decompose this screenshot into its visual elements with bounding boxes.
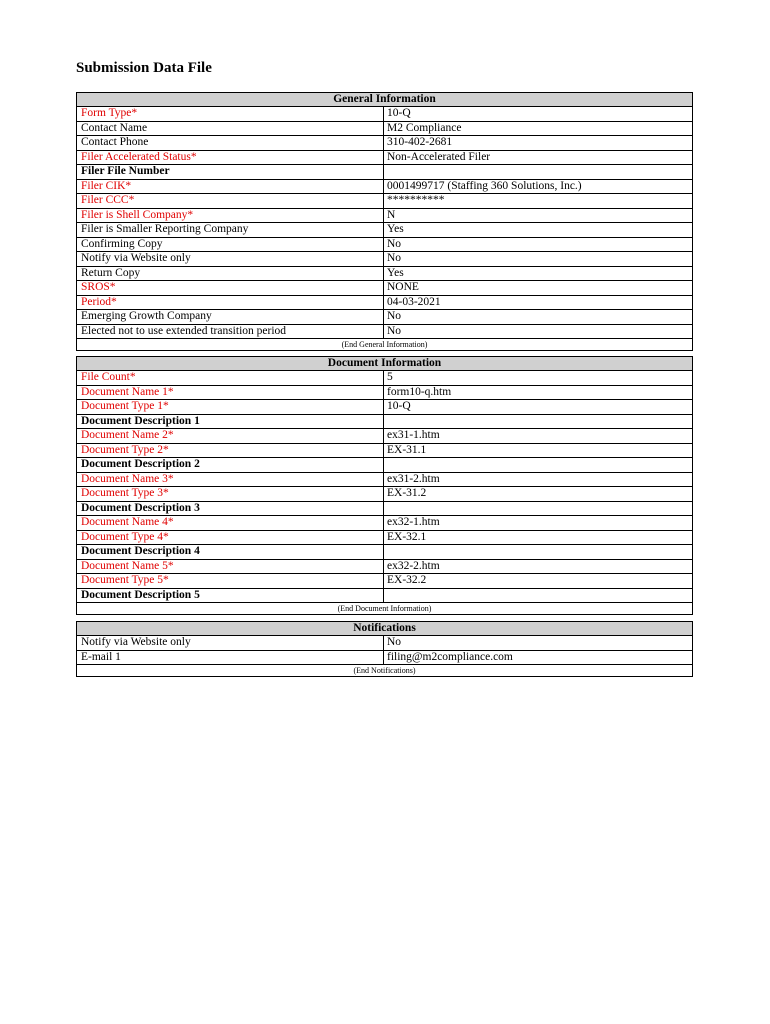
field-label: Filer File Number bbox=[77, 165, 384, 179]
field-label: Notify via Website only bbox=[77, 636, 384, 650]
field-label: Document Name 4* bbox=[77, 516, 384, 530]
field-value: N bbox=[387, 208, 396, 221]
table-row bbox=[77, 429, 692, 444]
field-value: NONE bbox=[387, 281, 419, 293]
section-end-note: (End Document Information) bbox=[337, 604, 432, 613]
field-label: Elected not to use extended transition period bbox=[77, 325, 384, 339]
field-value: 310-402-2681 bbox=[387, 136, 453, 148]
page-title: Submission Data File bbox=[76, 60, 212, 76]
field-label: Document Description 2 bbox=[77, 458, 384, 472]
table-row bbox=[77, 415, 692, 430]
field-label: Emerging Growth Company bbox=[77, 310, 384, 324]
field-value: Yes bbox=[387, 266, 404, 279]
field-value: No bbox=[387, 310, 402, 322]
field-label: Return Copy bbox=[77, 267, 384, 281]
section-end-note: (End General Information) bbox=[341, 340, 428, 349]
field-label: Filer CCC* bbox=[77, 194, 384, 208]
table-row bbox=[77, 502, 692, 517]
table-row bbox=[77, 545, 692, 560]
table-row bbox=[77, 651, 692, 666]
field-label: Form Type* bbox=[77, 107, 384, 121]
field-label: Document Description 3 bbox=[77, 502, 384, 516]
field-value: EX-32.1 bbox=[387, 530, 427, 543]
field-value: ex32-1.htm bbox=[387, 516, 440, 528]
field-label: Document Description 4 bbox=[77, 545, 384, 559]
field-value: No bbox=[387, 237, 402, 250]
field-value bbox=[384, 458, 692, 472]
notification-rows bbox=[77, 636, 692, 665]
field-label: Document Type 5* bbox=[77, 574, 384, 588]
field-label: Contact Phone bbox=[77, 136, 384, 150]
field-label: Document Description 1 bbox=[77, 415, 384, 429]
table-row bbox=[77, 107, 692, 122]
section-end-note: (End Notifications) bbox=[353, 666, 416, 675]
table-row bbox=[77, 589, 692, 604]
table-row bbox=[77, 136, 692, 151]
table-row bbox=[77, 180, 692, 195]
section-heading: General Information bbox=[77, 93, 692, 107]
field-value: ex32-2.htm bbox=[387, 559, 440, 572]
field-label: Document Type 2* bbox=[77, 444, 384, 458]
table-row bbox=[77, 194, 692, 209]
table-row bbox=[77, 122, 692, 137]
section-heading: Notifications bbox=[77, 622, 692, 636]
field-label: Confirming Copy bbox=[77, 238, 384, 252]
table-row bbox=[77, 310, 692, 325]
field-label: Filer is Shell Company* bbox=[77, 209, 384, 223]
table-row bbox=[77, 296, 692, 311]
field-value: ex31-1.htm bbox=[387, 429, 440, 441]
field-value: EX-31.1 bbox=[387, 443, 427, 456]
table-row bbox=[77, 165, 692, 180]
field-value: 10-Q bbox=[387, 400, 411, 412]
field-label: Filer CIK* bbox=[77, 180, 384, 194]
field-label: Document Description 5 bbox=[77, 589, 384, 603]
table-row bbox=[77, 223, 692, 238]
field-value: Yes bbox=[387, 223, 404, 235]
field-value: M2 Compliance bbox=[387, 121, 462, 134]
field-value: ********** bbox=[387, 194, 445, 206]
field-label: Document Type 3* bbox=[77, 487, 384, 501]
field-label: E-mail 1 bbox=[77, 651, 384, 665]
table-row bbox=[77, 458, 692, 473]
field-label: Document Name 2* bbox=[77, 429, 384, 443]
section-heading: Document Information bbox=[77, 357, 692, 371]
field-value: No bbox=[387, 252, 402, 264]
field-value: EX-31.2 bbox=[387, 487, 427, 499]
table-row bbox=[77, 444, 692, 459]
field-value bbox=[384, 545, 692, 559]
field-label: Filer is Smaller Reporting Company bbox=[77, 223, 384, 237]
table-row bbox=[77, 151, 692, 166]
notifications-section bbox=[76, 621, 693, 677]
general-information-section bbox=[76, 92, 693, 351]
table-row bbox=[77, 252, 692, 267]
field-value: EX-32.2 bbox=[387, 574, 427, 586]
field-value bbox=[384, 165, 692, 179]
field-value: 0001499717 (Staffing 360 Solutions, Inc.) bbox=[387, 179, 582, 192]
field-value bbox=[384, 415, 692, 429]
table-row bbox=[77, 267, 692, 282]
field-value: filing@m2compliance.com bbox=[387, 650, 513, 663]
table-row bbox=[77, 325, 692, 340]
field-value: 10-Q bbox=[387, 107, 411, 119]
general-rows bbox=[77, 107, 692, 339]
table-row bbox=[77, 574, 692, 589]
table-row bbox=[77, 473, 692, 488]
table-row bbox=[77, 516, 692, 531]
field-value bbox=[384, 589, 692, 603]
document-information-section bbox=[76, 356, 693, 615]
table-row bbox=[77, 560, 692, 575]
field-value: 5 bbox=[387, 371, 393, 383]
field-label: SROS* bbox=[77, 281, 384, 295]
field-label: Document Name 1* bbox=[77, 386, 384, 400]
field-label: Document Name 5* bbox=[77, 560, 384, 574]
field-label: Filer Accelerated Status* bbox=[77, 151, 384, 165]
field-label: Document Name 3* bbox=[77, 473, 384, 487]
field-label: Document Type 4* bbox=[77, 531, 384, 545]
table-row bbox=[77, 531, 692, 546]
table-row bbox=[77, 487, 692, 502]
document-rows bbox=[77, 371, 692, 603]
table-row bbox=[77, 400, 692, 415]
field-label: Contact Name bbox=[77, 122, 384, 136]
field-label: Document Type 1* bbox=[77, 400, 384, 414]
table-row bbox=[77, 281, 692, 296]
field-value: No bbox=[387, 324, 402, 337]
field-value: Non-Accelerated Filer bbox=[387, 150, 491, 163]
field-label: Period* bbox=[77, 296, 384, 310]
table-row bbox=[77, 386, 692, 401]
table-row bbox=[77, 636, 692, 651]
table-row bbox=[77, 371, 692, 386]
field-value: No bbox=[387, 636, 402, 648]
field-label: Notify via Website only bbox=[77, 252, 384, 266]
field-value bbox=[384, 502, 692, 516]
field-value: ex31-2.htm bbox=[387, 472, 440, 485]
field-label: File Count* bbox=[77, 371, 384, 385]
field-value: 04-03-2021 bbox=[387, 295, 441, 308]
table-row bbox=[77, 238, 692, 253]
table-row bbox=[77, 209, 692, 224]
field-value: form10-q.htm bbox=[387, 385, 452, 398]
